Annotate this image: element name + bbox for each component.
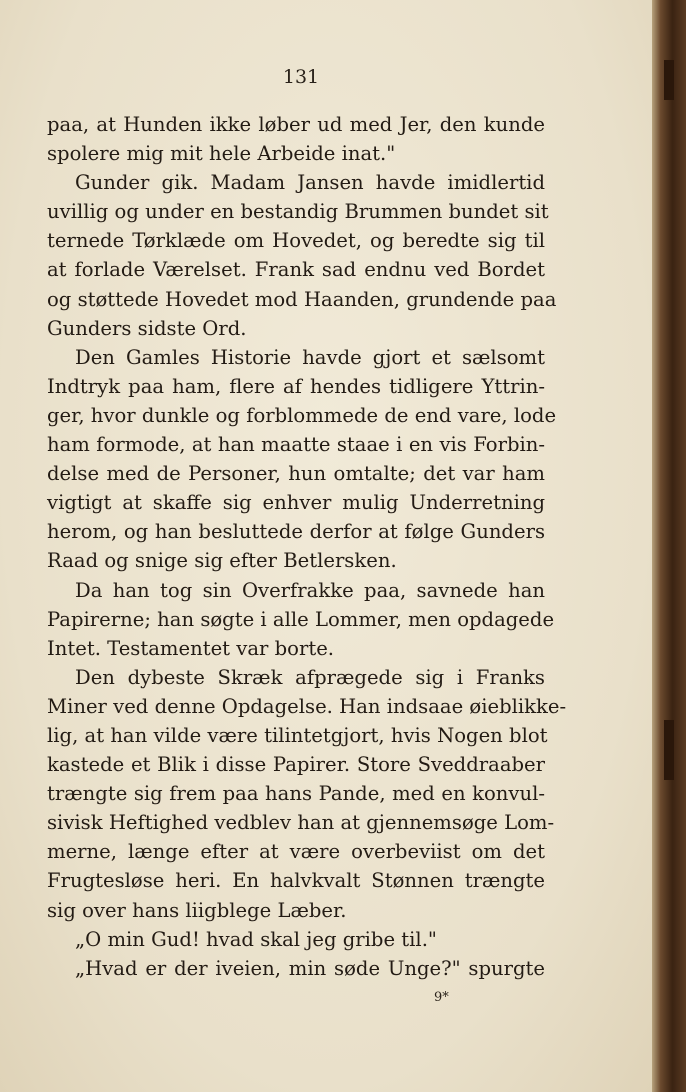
- text-line: Den dybeste Skræk afprægede sig i Franks: [75, 665, 545, 689]
- text-line: ger, hvor dunkle og forblommede de end vare, lode: [47, 403, 557, 427]
- text-line: merne, længe efter at være overbeviist om det: [47, 840, 545, 864]
- body-text: [47, 110, 567, 983]
- text-line: ham formode, at han maatte staae i en vis Forbin-: [47, 433, 545, 457]
- text-line: „O min Gud! hvad skal jeg gribe til.": [75, 927, 437, 951]
- text-line: Gunders sidste Ord.: [47, 316, 247, 340]
- text-line: „Hvad er der iveien, min søde Unge?" spurgte: [75, 956, 545, 980]
- text-line: sig over hans liigblege Læber.: [47, 898, 347, 922]
- text-line: trængte sig frem paa hans Pande, med en konvul-: [47, 782, 545, 806]
- spine-decoration: [664, 720, 674, 780]
- text-line: Intet. Testamentet var borte.: [47, 636, 335, 660]
- text-line: Raad og snige sig efter Betlersken.: [47, 549, 397, 573]
- page-number: 131: [282, 66, 320, 88]
- text-line: Den Gamles Historie havde gjort et sælsomt: [75, 345, 545, 369]
- text-line: at forlade Værelset. Frank sad endnu ved Bordet: [47, 258, 545, 282]
- text-line: Frugtesløse heri. En halvkvalt Stønnen trængte: [47, 869, 545, 893]
- text-line: Indtryk paa ham, flere af hendes tidligere Yttrin-: [47, 374, 545, 398]
- text-line: herom, og han besluttede derfor at følge Gunders: [47, 520, 545, 544]
- text-line: lig, at han vilde være tilintetgjort, hvis Nogen blot: [47, 723, 548, 747]
- text-line: Gunder gik. Madam Jansen havde imidlertid: [75, 171, 545, 195]
- text-line: ternede Tørklæde om Hovedet, og beredte sig til: [47, 229, 545, 253]
- text-line: delse med de Personer, hun omtalte; det var ham: [47, 462, 545, 486]
- text-line: paa, at Hunden ikke løber ud med Jer, den kunde: [47, 113, 545, 136]
- text-line: Miner ved denne Opdagelse. Han indsaae øieblikke-: [47, 694, 567, 718]
- text-line: og støttede Hovedet mod Haanden, grundende paa: [47, 287, 557, 311]
- text-line: Papirerne; han søgte i alle Lommer, men opdagede: [47, 607, 555, 631]
- text-line: sivisk Heftighed vedblev han at gjennemsøge Lom-: [47, 811, 555, 835]
- text-line: kastede et Blik i disse Papirer. Store Sveddraaber: [47, 753, 545, 777]
- text-line: spolere mig mit hele Arbeide inat.": [47, 142, 396, 166]
- text-line: uvillig og under en bestandig Brummen bundet sit: [47, 200, 549, 224]
- text-line: Da han tog sin Overfrakke paa, savnede han: [75, 578, 545, 602]
- spine-decoration: [664, 60, 674, 100]
- text-line: vigtigt at skaffe sig enhver mulig Underretning: [47, 491, 545, 515]
- book-spine: [652, 0, 686, 1092]
- signature-mark: 9*: [434, 990, 449, 1005]
